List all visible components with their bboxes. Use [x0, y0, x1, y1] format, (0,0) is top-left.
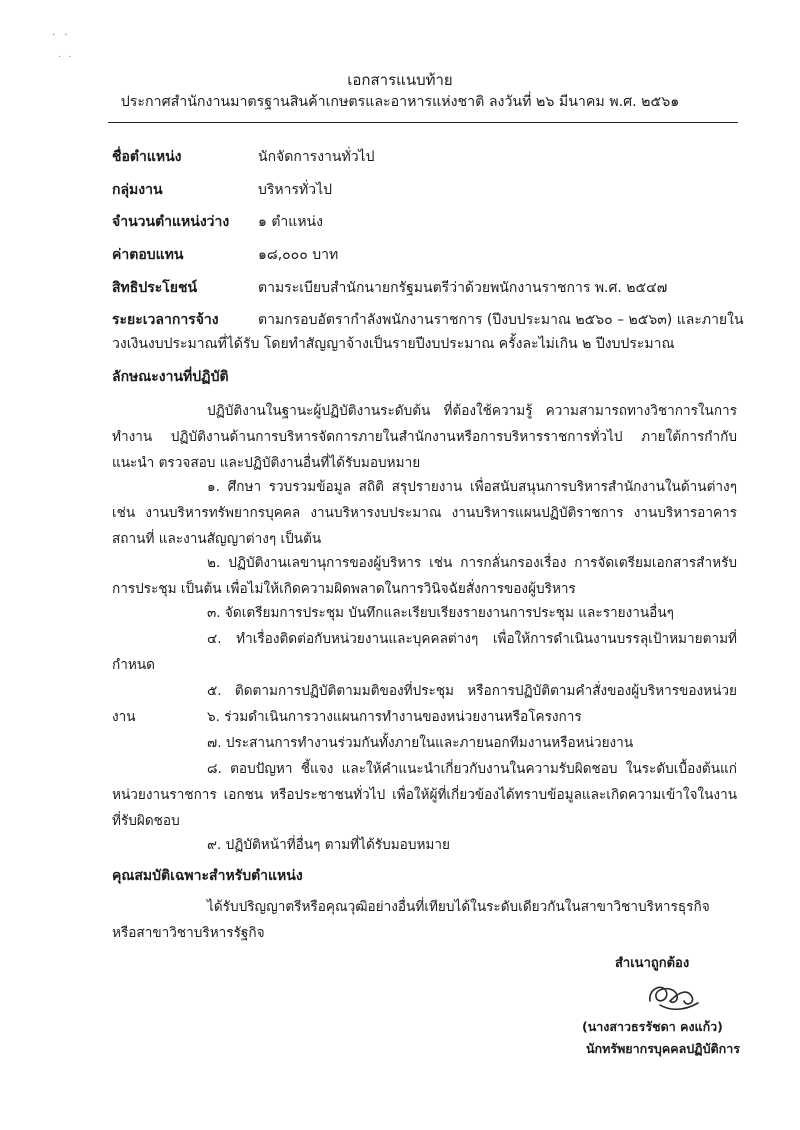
vacancies-label: จำนวนตำแหน่งว่าง — [112, 214, 230, 230]
certified-copy-label: สำเนาถูกต้อง — [615, 956, 690, 971]
duties-intro: ปฏิบัติงานในฐานะผู้ปฏิบัติงานระดับต้น ที่ต้องใช้ความรู้ ความสามารถทางวิชาการในการทำงาน ปฏิบัติงานด้านการบริหารจัดการภายในสำนักงานหรือการบริหารราชการทั่วไป ภายใต้การกำกับ แนะนำ ตรวจสอบ และปฏิบัติงานอื่นที่ได้รับมอบหมาย — [112, 403, 737, 471]
qualifications-text: ได้รับปริญญาตรีหรือคุณวุฒิอย่างอื่นที่เทียบได้ในระดับเดียวกันในสาขาวิชาบริหารธุรกิจ หรือสาขาวิชาบริหารรัฐกิจ — [112, 899, 710, 941]
signer-title: นักทรัพยากรบุคคลปฏิบัติการ — [586, 1041, 740, 1056]
qualifications-heading: คุณสมบัติเฉพาะสำหรับตำแหน่ง — [112, 868, 303, 884]
vacancies-value: ๑ ตำแหน่ง — [258, 214, 323, 230]
duty-item: ๑. ศึกษา รวบรวมข้อมูล สถิติ สรุปรายงาน เพื่อสนับสนุนการบริหารสำนักงานในด้านต่างๆ เช่น งานบริหารทรัพยากรบุคคล งานบริหารงบประมาณ งานบริหารแผนปฏิบัติราชการ งานบริหารอาคารสถานที่ และงานสัญญาต่างๆ เป็นต้น — [112, 479, 737, 547]
scan-artifact: · · — [58, 52, 74, 63]
header-divider — [108, 122, 738, 123]
duty-item: ๖. ร่วมดำเนินการวางแผนการทำงานของหน่วยงานหรือโครงการ — [207, 709, 582, 725]
signature-stroke — [650, 987, 698, 1009]
duty-item: ๙. ปฏิบัติหน้าที่อื่นๆ ตามที่ได้รับมอบหมาย — [207, 837, 450, 853]
announcement-subtitle: ประกาศสำนักงานมาตรฐานสินค้าเกษตรและอาหารแห่งชาติ ลงวันที่ ๒๖ มีนาคม พ.ศ. ๒๕๖๑ — [120, 94, 680, 110]
group-value: บริหารทั่วไป — [258, 182, 333, 198]
duty-item: ๘. ตอบปัญหา ชี้แจง และให้คำแนะนำเกี่ยวกับงานในความรับผิดชอบ ในระดับเบื้องต้นแก่หน่วยงานราชการ เอกชน หรือประชาชนทั่วไป เพื่อให้ผู้ที่เกี่ยวข้องได้ทราบข้อมูลและเกิดความเข้าใจในงานที่รับผิดชอบ — [112, 761, 737, 829]
period-continuation: วงเงินงบประมาณที่ได้รับ โดยทำสัญญาจ้างเป็นรายปีงบประมาณ ครั้งละไม่เกิน ๒ ปีงบประมาณ — [112, 336, 675, 352]
position-label: ชื่อตำแหน่ง — [112, 149, 182, 165]
duties-heading: ลักษณะงานที่ปฏิบัติ — [112, 369, 229, 385]
salary-value: ๑๘,๐๐๐ บาท — [258, 247, 339, 263]
duty-item: ๔. ทำเรื่องติดต่อกับหน่วยงานและบุคคลต่างๆ เพื่อให้การดำเนินงานบรรลุเป้าหมายตามที่กำหนด — [112, 631, 737, 673]
benefits-value: ตามระเบียบสำนักนายกรัฐมนตรีว่าด้วยพนักงานราชการ พ.ศ. ๒๕๔๗ — [258, 280, 668, 296]
position-value: นักจัดการงานทั่วไป — [258, 149, 375, 165]
scan-artifact: · · — [52, 30, 71, 41]
signer-name: (นางสาวธรรัชดา คงแก้ว) — [582, 1019, 723, 1034]
duty-item: ๕. ติดตามการปฏิบัติตามมติของที่ประชุม หรือการปฏิบัติตามคำสั่งของผู้บริหารของหน่วยงาน — [112, 683, 737, 725]
duty-item: ๓. จัดเตรียมการประชุม บันทึกและเรียบเรียงรายงานการประชุม และรายงานอื่นๆ — [207, 605, 674, 621]
duty-item: ๗. ประสานการทำงานร่วมกันทั้งภายในและภายนอกทีมงานหรือหน่วยงาน — [207, 735, 634, 751]
period-label: ระยะเวลาการจ้าง — [112, 312, 219, 328]
duty-item: ๒. ปฏิบัติงานเลขานุการของผู้บริหาร เช่น การกลั่นกรองเรื่อง การจัดเตรียมเอกสารสำหรับการประชุม เป็นต้น เพื่อไม่ให้เกิดความผิดพลาดในการวินิจฉัยสั่งการของผู้บริหาร — [112, 555, 737, 597]
group-label: กลุ่มงาน — [112, 182, 163, 198]
handwritten-signature — [640, 975, 710, 1017]
period-value: ตามกรอบอัตรากำลังพนักงานราชการ (ปีงบประมาณ ๒๕๖๐ – ๒๕๖๓) และภายใน — [258, 312, 744, 328]
salary-label: ค่าตอบแทน — [112, 247, 184, 263]
document-title: เอกสารแนบท้าย — [347, 71, 453, 89]
benefits-label: สิทธิประโยชน์ — [112, 280, 198, 296]
